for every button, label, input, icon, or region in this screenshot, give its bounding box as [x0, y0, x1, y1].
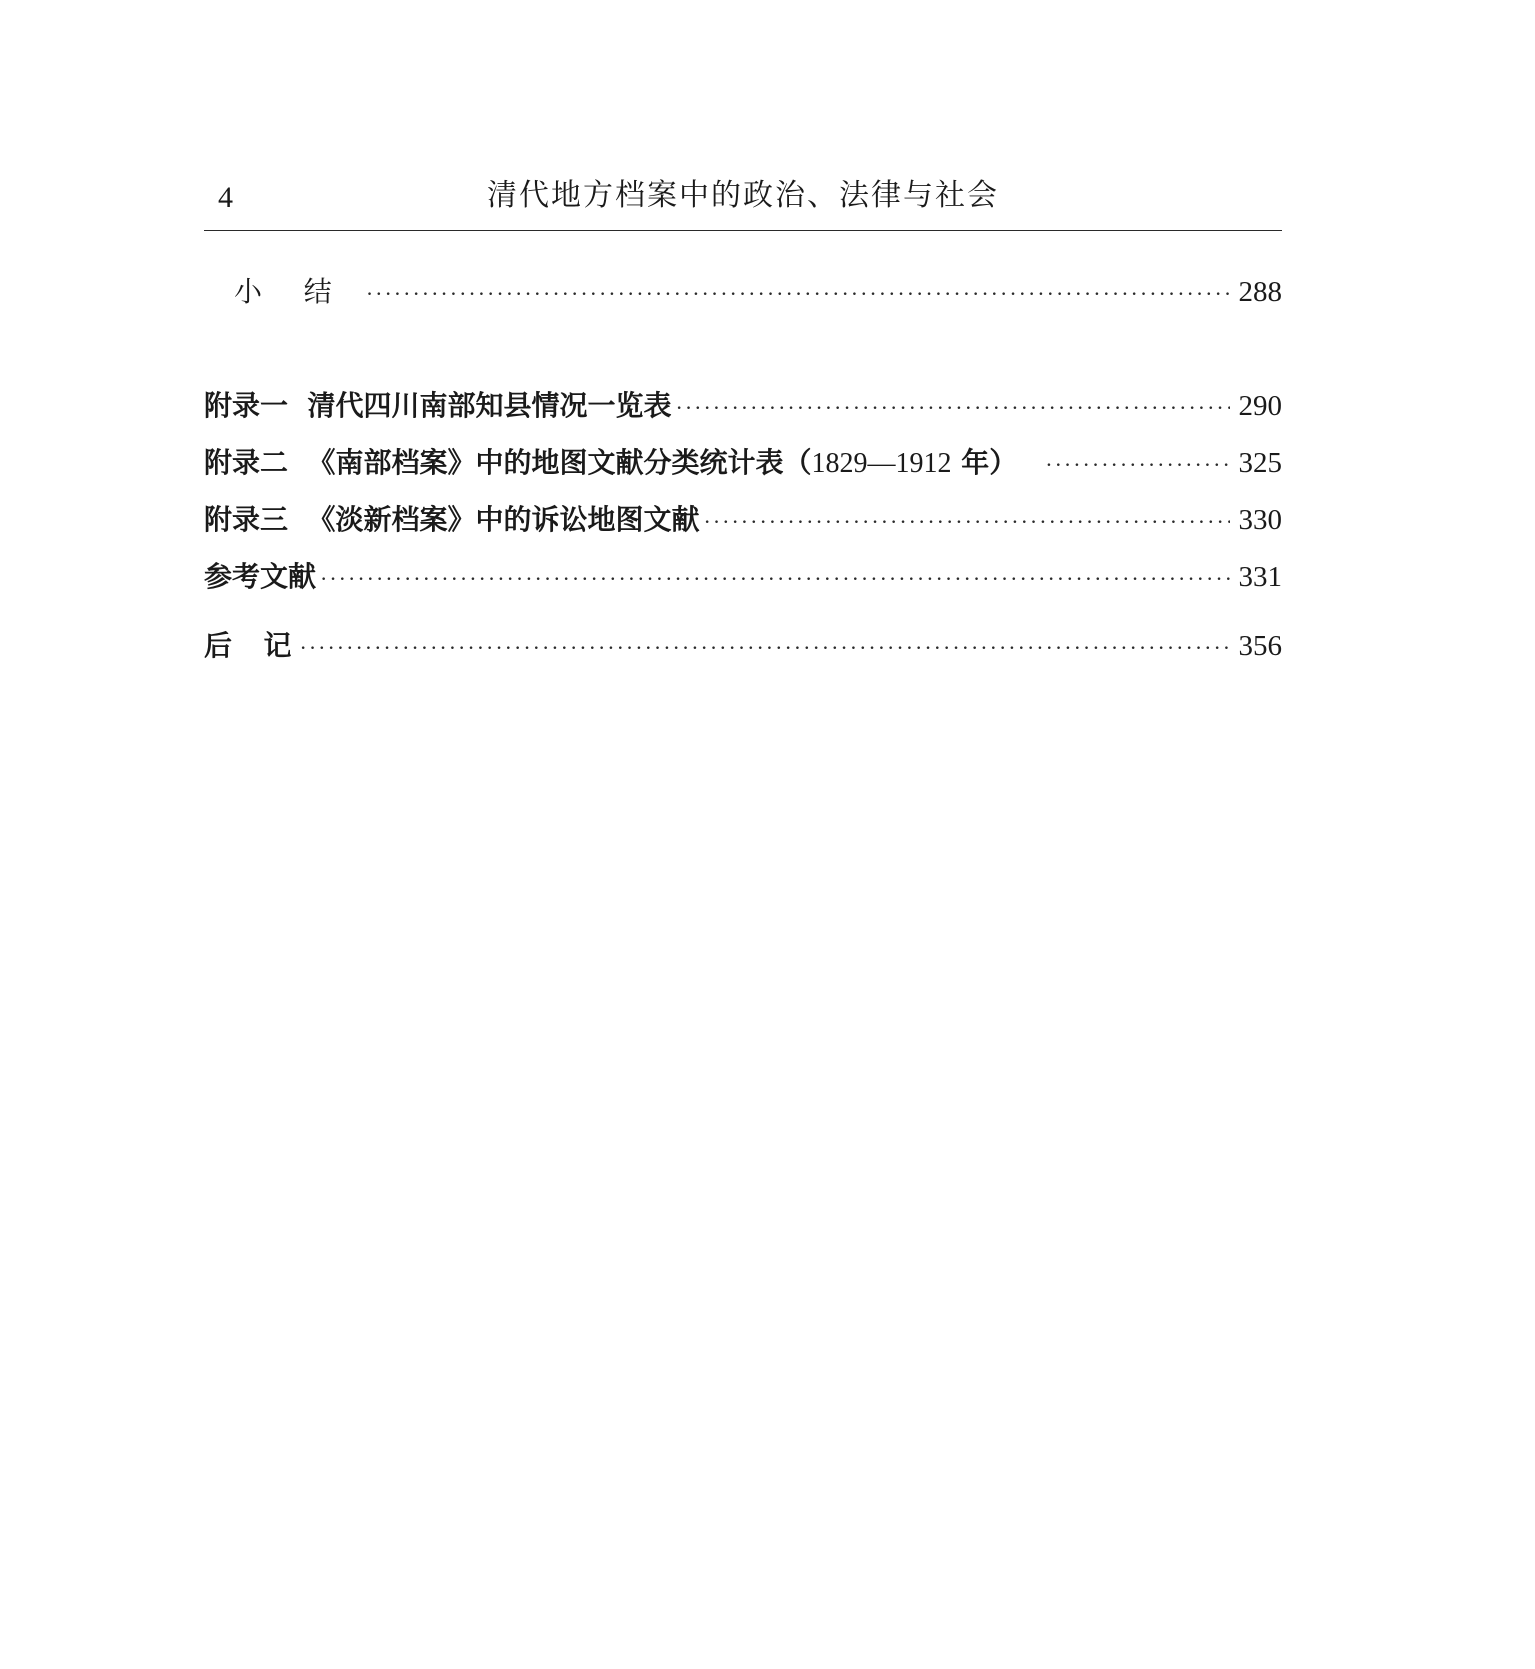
- toc-entry-title: 附录三 《淡新档案》中的诉讼地图文献: [204, 503, 700, 536]
- dot-leader: [366, 274, 1230, 314]
- toc-entry-afterword: [204, 626, 1282, 666]
- running-head: [204, 170, 1282, 231]
- dot-leader: [1045, 445, 1230, 485]
- toc-entry-appendix-1: [204, 386, 1282, 426]
- dot-leader: [300, 628, 1231, 668]
- toc-entry-summary: [204, 272, 1282, 312]
- toc-entry-page: 325: [1238, 447, 1282, 479]
- toc-entry-page: 330: [1238, 504, 1282, 536]
- toc-entry-page: 290: [1238, 390, 1282, 422]
- toc-entry-page: 331: [1238, 561, 1282, 593]
- toc-entry-title: 附录一 清代四川南部知县情况一览表: [204, 389, 672, 422]
- dot-leader: [704, 502, 1231, 542]
- toc-entry-title: 后 记: [204, 629, 296, 662]
- toc-entry-title: 参考文献: [204, 560, 317, 593]
- toc-entry-page: 288: [1238, 276, 1282, 308]
- toc-entry-title-years: 1829—1912: [811, 448, 952, 479]
- dot-leader: [676, 388, 1231, 428]
- toc-entry-appendix-3: [204, 500, 1282, 540]
- dot-leader: [320, 559, 1230, 599]
- toc-entry-appendix-2: [204, 443, 1282, 483]
- toc-entry-title: 小 结: [234, 275, 340, 308]
- page-number: 4: [218, 181, 233, 214]
- book-title: 清代地方档案中的政治、法律与社会: [487, 178, 999, 213]
- toc-entry-title-prefix: 附录二 《南部档案》中的地图文献分类统计表（: [204, 446, 812, 479]
- toc-entry-page: 356: [1238, 630, 1282, 662]
- toc-entry-title-suffix: 年）: [951, 446, 1018, 479]
- toc-entry-title: [204, 443, 1017, 484]
- toc-entry-references: [204, 557, 1282, 597]
